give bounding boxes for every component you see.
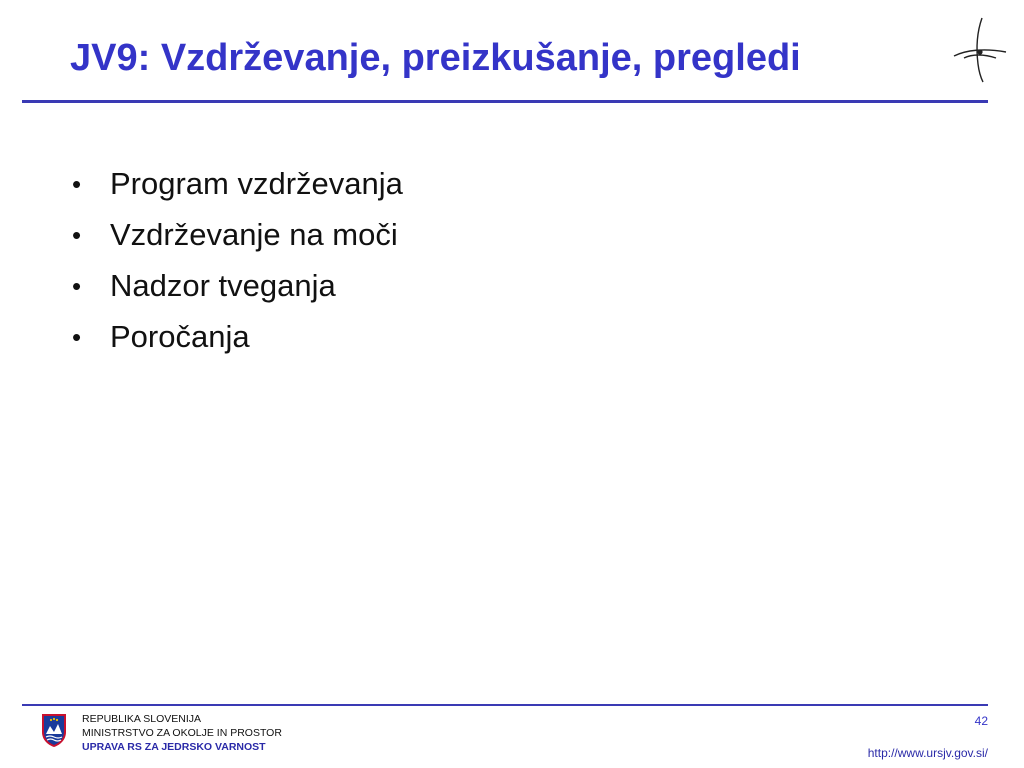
footer-url-link[interactable]: http://www.ursjv.gov.si/ [867,746,988,760]
footer-divider [22,704,988,706]
footer-agency: UPRAVA RS ZA JEDRSKO VARNOST [82,741,266,753]
bullet-text: Poročanja [110,318,250,354]
bullet-text: Nadzor tveganja [110,267,336,303]
page-number: 42 [974,714,988,728]
footer-ministry: MINISTRSTVO ZA OKOLJE IN PROSTOR [82,727,282,739]
bullet-marker: • [72,168,82,199]
bullet-item [72,311,403,362]
bullet-marker: • [72,270,82,301]
bullet-marker: • [72,321,82,352]
bullet-text: Program vzdrževanja [110,165,403,201]
coat-of-arms-icon [40,712,68,748]
atom-logo-icon [950,14,1010,84]
title-divider [22,100,988,103]
bullet-item [72,209,403,260]
bullet-item [72,260,403,311]
footer-republic: REPUBLIKA SLOVENIJA [82,713,202,725]
bullet-item [72,158,403,209]
bullet-list [72,158,403,362]
bullet-text: Vzdrževanje na moči [110,216,398,252]
bullet-marker: • [72,219,82,250]
slide-title: JV9: Vzdrževanje, preizkušanje, pregledi [70,37,801,79]
